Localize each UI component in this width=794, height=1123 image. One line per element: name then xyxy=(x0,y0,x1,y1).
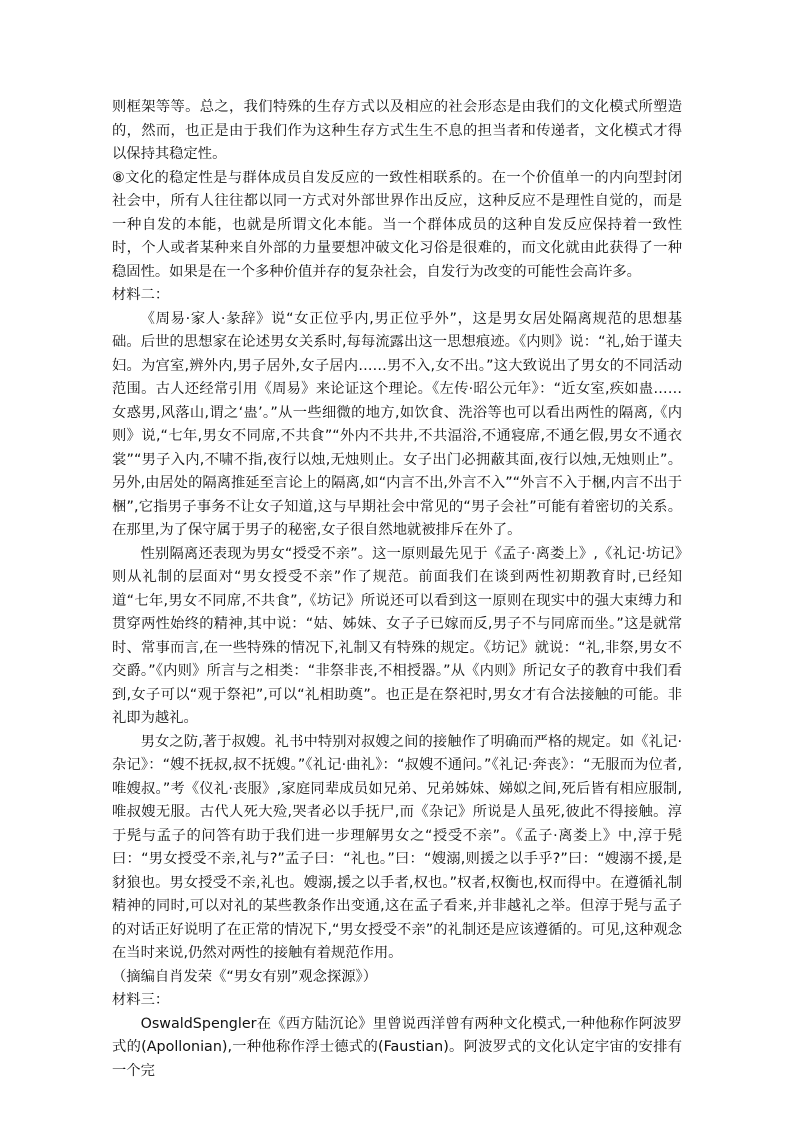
material2-heading: 材料二： xyxy=(112,287,170,303)
material2-paragraph-1: 《周易·家人·彖辞》说“女正位乎内,男正位乎外”，这是男女居处隔离规范的思想基础。后世的思想家在论述男女关系时,每每流露出这一思想痕迹。《内则》说：“礼,始于谨夫妇。为宫室,辨外内,男子居外,女子居内……男不入,女不出。”这大致说出了男女的不同活动范围。古人还经常引用《周易》来论证这个理论。《左传·昭公元年》：“近女室,疾如蛊……女惑男,风落山,谓之‘蛊’。”从一些细微的地方,如饮食、洗浴等也可以看出两性的隔离,《内则》说,“七年,男女不同席,不共食”“外内不共井,不共湢浴,不通寝席,不通乞假,男女不通衣裳”“男子入内,不啸不指,夜行以烛,无烛则止。女子出门必拥蔽其面,夜行以烛,无烛则止”。另外,由居处的隔离推延至言论上的隔离,如“内言不出,外言不入”“外言不入于梱,内言不出于梱”,它指男子事务不让女子知道,这与早期社会中常见的“男子会社”可能有着密切的关系。在那里,为了保守属于男子的秘密,女子很自然地就被排斥在外了。 xyxy=(112,310,682,538)
paragraph-continuation: 则框架等等。总之，我们特殊的生存方式以及相应的社会形态是由我们的文化模式所塑造的，然而，也正是由于我们作为这种生存方式生生不息的担当者和传递者，文化模式才得以保持其稳定性。 xyxy=(112,99,682,162)
text-body xyxy=(112,96,682,1083)
material2-paragraph-3: 男女之防,著于叔嫂。礼书中特别对叔嫂之间的接触作了明确而严格的规定。如《礼记·杂记》：“嫂不抚叔,叔不抚嫂。”《礼记·曲礼》：“叔嫂不通问。”《礼记·奔丧》：“无服而为位者,唯嫂叔。”考《仪礼·丧服》,家庭同辈成员如兄弟、兄弟姊妹、娣姒之间,死后皆有相应服制,唯叔嫂无服。古代人死大殓,哭者必以手抚尸,而《杂记》所说是人虽死,彼此不得接触。淳于髡与孟子的问答有助于我们进一步理解男女之“授受不亲”。《孟子·离娄上》中,淳于髡曰：“男女授受不亲,礼与?”孟子曰：“礼也。”曰：“嫂溺,则援之以手乎?”曰：“嫂溺不援,是豺狼也。男女授受不亲,礼也。嫂溺,援之以手者,权也。”权者,权衡也,权而得中。在遵循礼制精神的同时,可以对礼的某些教条作出变通,这在孟子看来,并非越礼之举。但淳于髡与孟子的对话正好说明了在正常的情况下,“男女授受不亲”的礼制还是应该遵循的。可见,这种观念在当时来说,仍然对两性的接触有着规范作用。 xyxy=(112,733,682,961)
paragraph-8: ⑧文化的稳定性是与群体成员自发反应的一致性相联系的。在一个价值单一的内向型封闭社会中，所有人往往都以同一方式对外部世界作出反应，这种反应不是理性自觉的，而是一种自发的本能，也就是所谓文化本能。当一个群体成员的这种自发反应保持着一致性时，个人或者某种来自外部的力量要想冲破文化习俗是很难的，而文化就由此获得了一种稳固性。如果是在一个多种价值并存的复杂社会，自发行为改变的可能性会高许多。 xyxy=(112,169,682,280)
material2-source: （摘编自肖发荣《“男女有别”观念探源》） xyxy=(112,968,378,985)
material2-paragraph-2: 性别隔离还表现为男女“授受不亲”。这一原则最先见于《孟子·离娄上》,《礼记·坊记》则从礼制的层面对“男女授受不亲”作了规范。前面我们在谈到两性初期教育时,已经知道“七年,男女不同席,不共食”,《坊记》所说还可以看到这一原则在现实中的强大束缚力和贯穿两性始终的精神,其中说：“姑、姊妹、女子子已嫁而反,男子不与同席而坐。”这是就常时、常事而言,在一些特殊的情况下,礼制又有特殊的规定。《坊记》就说：“礼,非祭,男女不交爵。”《内则》所言与之相类：“非祭非丧,不相授器。”从《内则》所记女子的教育中我们看到,女子可以“观于祭祀”,可以“礼相助奠”。也正是在祭祀时,男女才有合法接触的可能。非礼即为越礼。 xyxy=(112,545,682,726)
material3-heading: 材料三： xyxy=(112,992,170,1008)
material3-paragraph-1: OswaldSpengler在《西方陆沉论》里曾说西洋曾有两种文化模式,一种他称作阿波罗式的(Apollonian),一种他称作浮士德式的(Faustian)。阿波罗式的文化认定宇宙的安排有一个完 xyxy=(112,1015,682,1079)
